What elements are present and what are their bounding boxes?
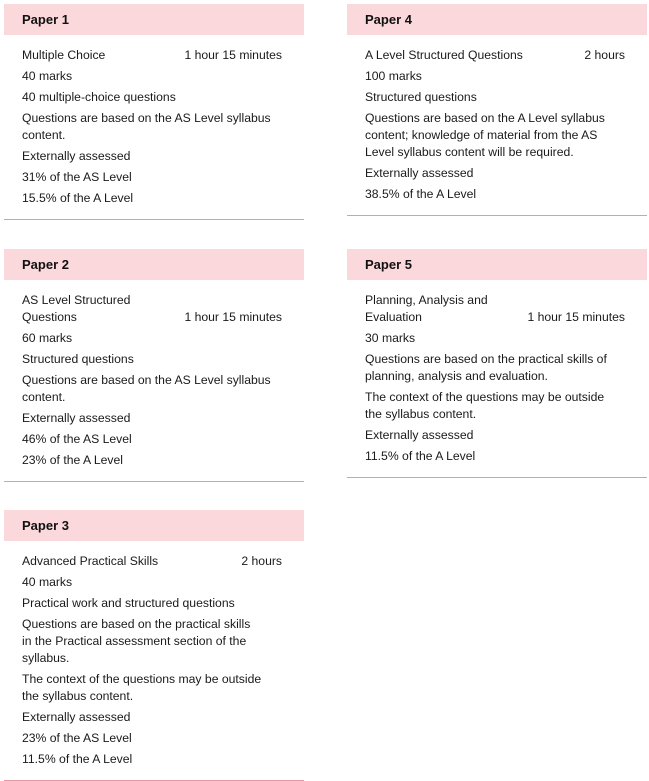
- content-note: Questions are based on the AS Level syllabus content.: [22, 373, 271, 404]
- question-type: Practical work and structured questions: [22, 596, 235, 610]
- as-weighting: 31% of the AS Level: [22, 170, 132, 184]
- component-name: A Level Structured Questions: [365, 48, 523, 62]
- paper-title: Paper 1: [4, 4, 304, 35]
- content-note: Questions are based on the A Level syllabus content; knowledge of material from the AS Level syllabus content will be required.: [365, 111, 605, 159]
- question-type: Structured questions: [22, 352, 134, 366]
- assessment-type: Externally assessed: [22, 149, 131, 163]
- assessment-type: Externally assessed: [365, 166, 474, 180]
- paper-title: Paper 4: [347, 4, 647, 35]
- component-name: Planning, Analysis and Evaluation: [365, 293, 488, 324]
- assessment-type: Externally assessed: [22, 710, 131, 724]
- duration: 2 hours: [241, 554, 282, 568]
- a-weighting: 23% of the A Level: [22, 453, 123, 467]
- duration: 1 hour 15 minutes: [184, 48, 282, 62]
- paper-title: Paper 5: [347, 249, 647, 280]
- duration: 1 hour 15 minutes: [184, 310, 282, 324]
- a-weighting: 15.5% of the A Level: [22, 191, 134, 205]
- paper-4-card: [347, 4, 647, 216]
- content-note: Questions are based on the practical skills in the Practical assessment section of the syllabus.: [22, 617, 251, 665]
- a-weighting: 11.5% of the A Level: [365, 449, 476, 463]
- as-weighting: 46% of the AS Level: [22, 432, 132, 446]
- content-note: Questions are based on the practical skills of planning, analysis and evaluation.: [365, 352, 607, 383]
- marks: 40 marks: [22, 69, 73, 83]
- marks: 40 marks: [22, 575, 73, 589]
- paper-5-card: [347, 249, 647, 478]
- component-name: Advanced Practical Skills: [22, 554, 159, 568]
- marks: 30 marks: [365, 331, 416, 345]
- as-weighting: 23% of the AS Level: [22, 731, 132, 745]
- duration: 1 hour 15 minutes: [527, 310, 625, 324]
- context-note: The context of the questions may be outside the syllabus content.: [22, 672, 262, 703]
- assessment-type: Externally assessed: [22, 411, 131, 425]
- content-note: Questions are based on the AS Level syllabus content.: [22, 111, 271, 142]
- a-weighting: 38.5% of the A Level: [365, 187, 477, 201]
- duration: 2 hours: [584, 48, 625, 62]
- component-name: Multiple Choice: [22, 48, 106, 62]
- paper-2-card: [4, 249, 304, 482]
- marks: 60 marks: [22, 331, 73, 345]
- paper-title: Paper 2: [4, 249, 304, 280]
- marks: 100 marks: [365, 69, 422, 83]
- paper-title: Paper 3: [4, 510, 304, 541]
- context-note: The context of the questions may be outside the syllabus content.: [365, 390, 605, 421]
- assessment-type: Externally assessed: [365, 428, 474, 442]
- paper-3-card: [4, 510, 304, 781]
- a-weighting: 11.5% of the A Level: [22, 752, 133, 766]
- paper-1-card: [4, 4, 304, 220]
- question-type: 40 multiple-choice questions: [22, 90, 176, 104]
- component-name: AS Level Structured Questions: [22, 293, 131, 324]
- question-type: Structured questions: [365, 90, 477, 104]
